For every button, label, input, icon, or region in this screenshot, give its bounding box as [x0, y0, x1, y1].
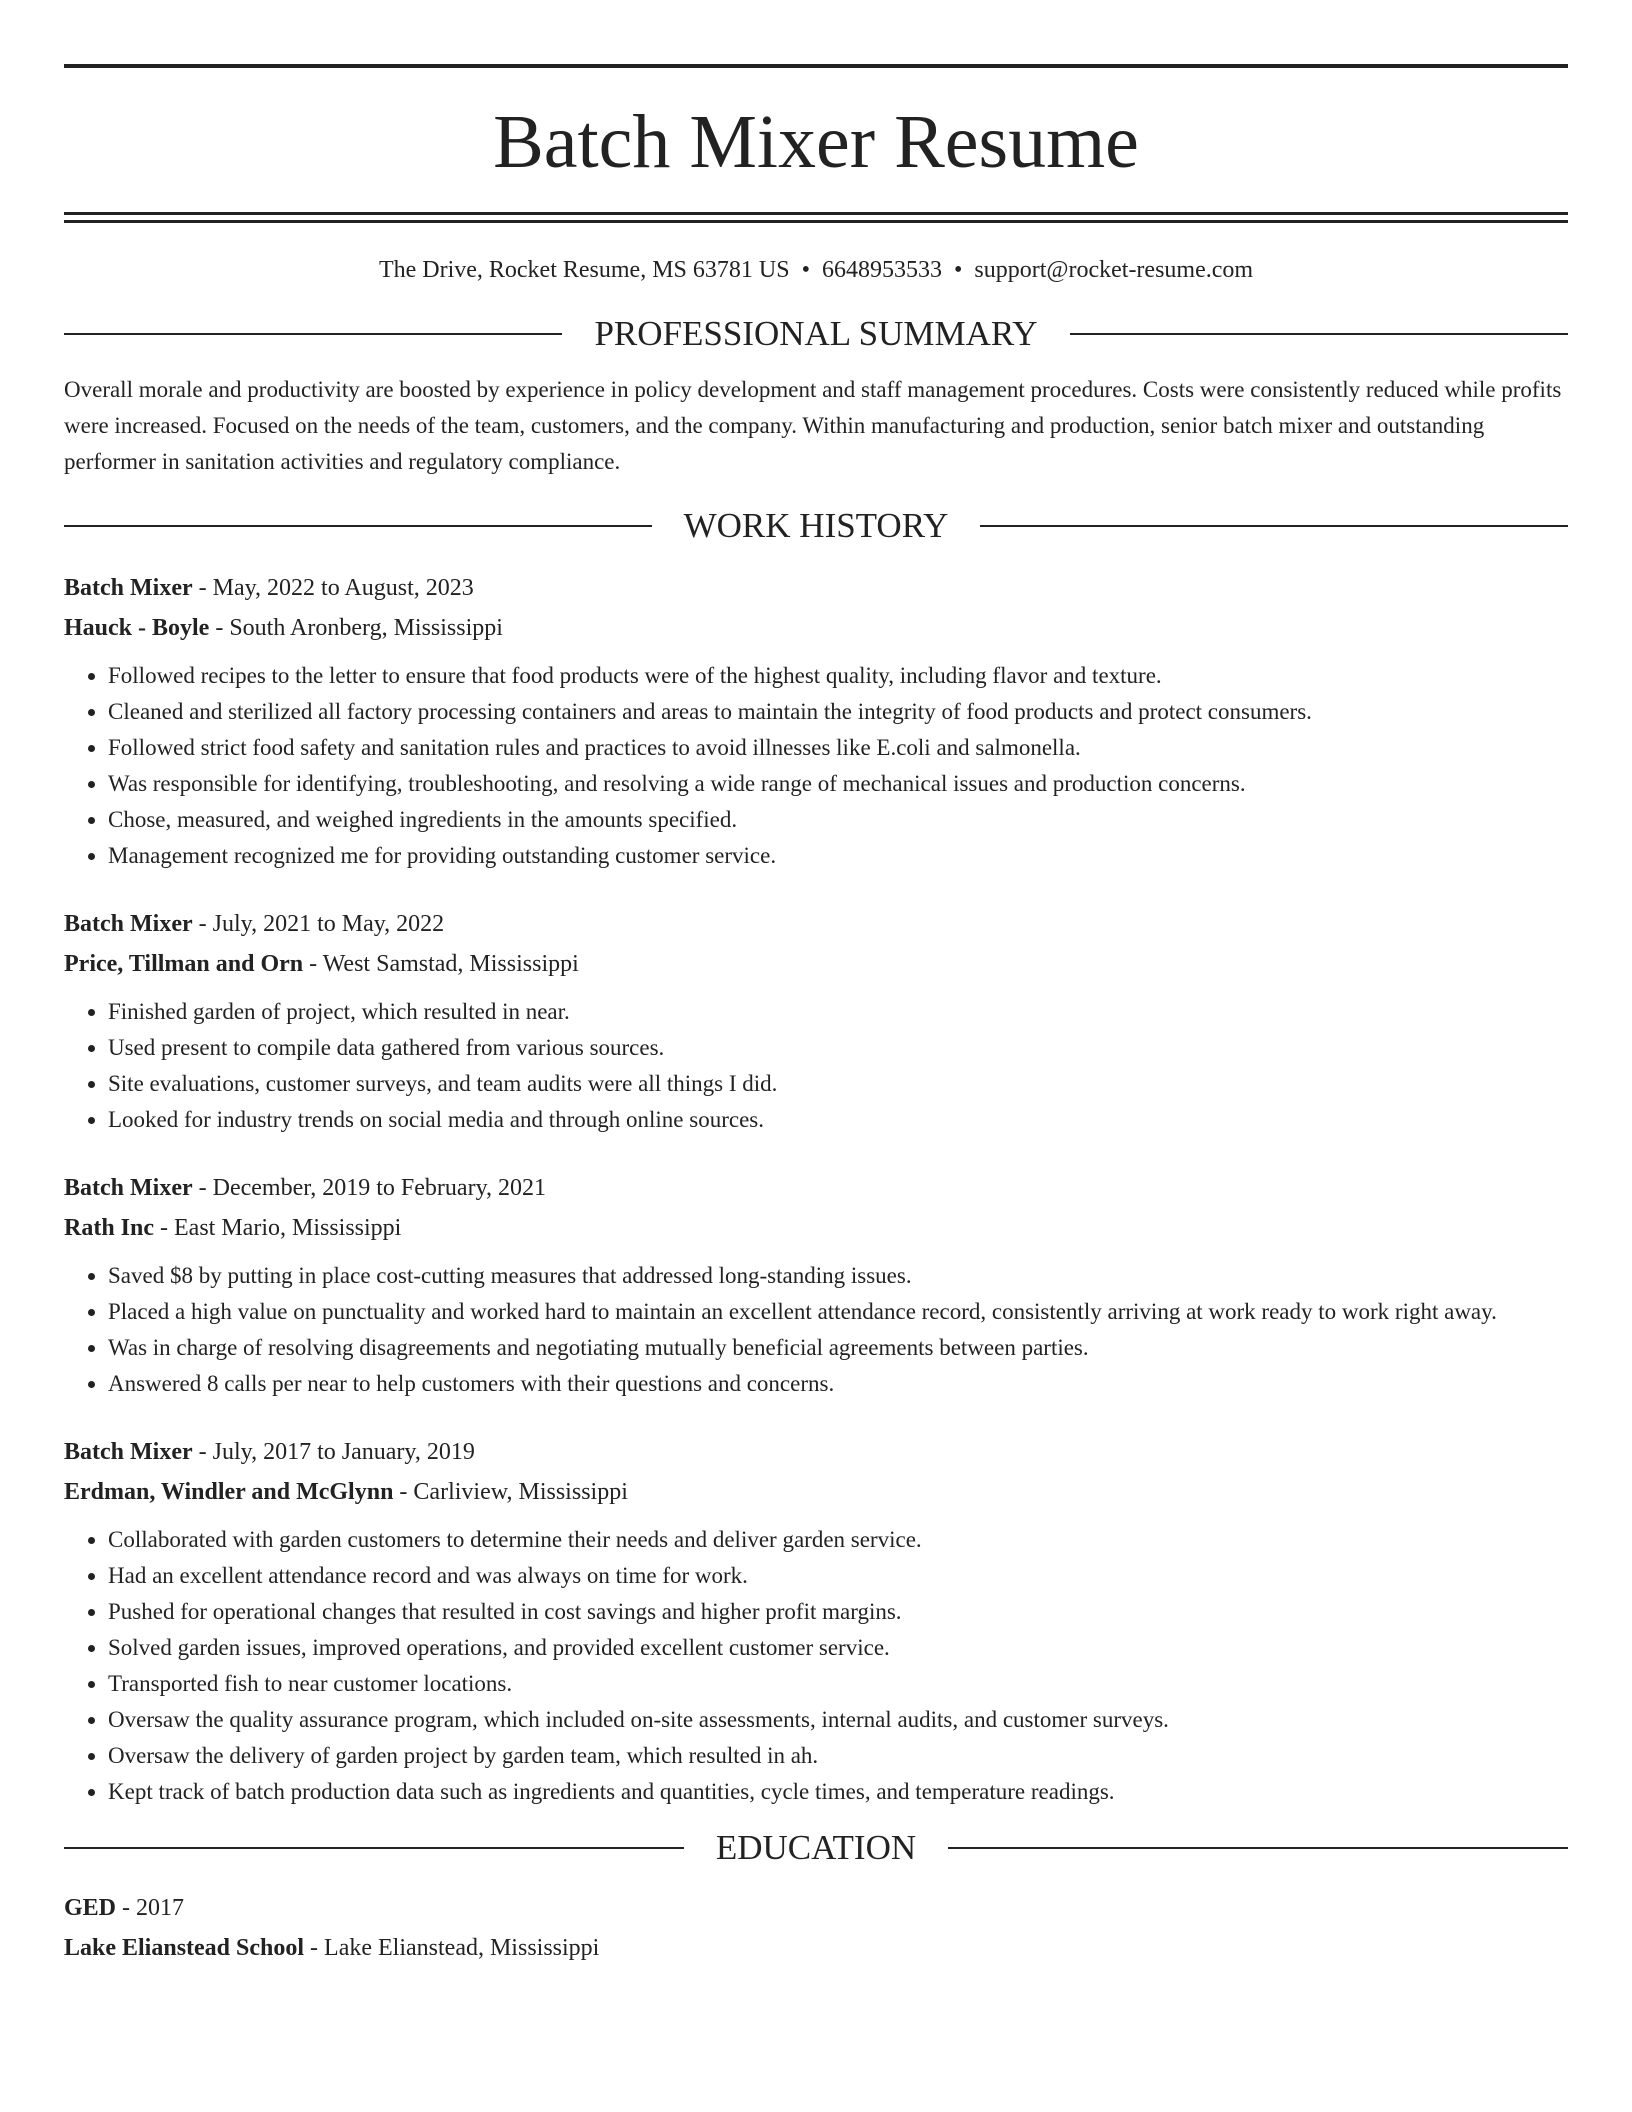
job-title: Batch Mixer — [64, 1439, 193, 1465]
phone: 6648953533 — [821, 257, 942, 283]
job-title: Batch Mixer — [64, 1175, 193, 1201]
double-rule — [64, 212, 1568, 223]
job-bullet: • Followed recipes to the letter to ensure that food products were of the highest quality, including flavor and texture. — [108, 658, 1568, 694]
job-bullet: • Management recognized me for providing outstanding customer service. — [108, 838, 1568, 874]
job-bullet: • Oversaw the quality assurance program, which included on-site assessments, internal audits, and customer surveys. — [108, 1702, 1568, 1738]
job-bullet: • Answered 8 calls per near to help customers with their questions and concerns. — [108, 1366, 1568, 1402]
job-bullet: • Used present to compile data gathered from various sources. — [108, 1030, 1568, 1066]
email: support@rocket-resume.com — [974, 257, 1254, 283]
job-bullet: • Site evaluations, customer surveys, and team audits were all things I did. — [108, 1066, 1568, 1102]
job-title: Batch Mixer — [64, 911, 193, 937]
job-bullet: • Saved $8 by putting in place cost-cutting measures that addressed long-standing issues. — [108, 1258, 1568, 1294]
job-bullets — [64, 1258, 1568, 1402]
job-title-line — [64, 568, 1568, 608]
job-bullet: • Pushed for operational changes that resulted in cost savings and higher profit margins. — [108, 1594, 1568, 1630]
job-bullet: • Followed strict food safety and sanitation rules and practices to avoid illnesses like E.coli and salmonella. — [108, 730, 1568, 766]
education-heading-label: EDUCATION — [715, 1828, 917, 1867]
resume-title: Batch Mixer Resume — [493, 100, 1139, 184]
job-dates: - December, 2019 to February, 2021 — [192, 1175, 547, 1201]
address: The Drive, Rocket Resume, MS 63781 US — [378, 257, 790, 283]
work-history-heading-label: WORK HISTORY — [683, 506, 949, 545]
education-degree: GED — [64, 1895, 117, 1921]
contact-line — [64, 257, 1568, 284]
job-company: Erdman, Windler and McGlynn — [64, 1479, 394, 1505]
job-bullet: • Transported fish to near customer locations. — [108, 1666, 1568, 1702]
job-entry — [64, 568, 1568, 874]
heading-rule-left — [64, 1847, 684, 1849]
job-dates: - July, 2017 to January, 2019 — [192, 1439, 475, 1465]
job-location: - West Samstad, Mississippi — [303, 951, 579, 977]
separator-dot: • — [801, 257, 810, 283]
job-title-line — [64, 1432, 1568, 1472]
separator-dot: • — [953, 257, 963, 283]
summary-heading — [64, 314, 1568, 354]
heading-rule-right — [980, 525, 1568, 527]
education-heading — [64, 1828, 1568, 1868]
job-bullet: • Was in charge of resolving disagreements and negotiating mutually beneficial agreements between parties. — [108, 1330, 1568, 1366]
job-title-line — [64, 1168, 1568, 1208]
job-bullet: • Looked for industry trends on social media and through online sources. — [108, 1102, 1568, 1138]
job-company-line — [64, 944, 1568, 984]
education-entry — [64, 1888, 1568, 1968]
job-title: Batch Mixer — [64, 575, 193, 601]
job-entry — [64, 904, 1568, 1138]
job-bullet: • Placed a high value on punctuality and worked hard to maintain an excellent attendance record, consistently arriving at work ready to work right away. — [108, 1294, 1568, 1330]
summary-heading-label: PROFESSIONAL SUMMARY — [594, 314, 1038, 353]
job-dates: - May, 2022 to August, 2023 — [192, 575, 474, 601]
resume-page — [64, 0, 1632, 1968]
heading-rule-left — [64, 333, 562, 335]
job-bullets — [64, 658, 1568, 874]
job-location: - East Mario, Mississippi — [154, 1215, 402, 1241]
job-bullet: • Cleaned and sterilized all factory processing containers and areas to maintain the integrity of food products and protect consumers. — [108, 694, 1568, 730]
education-location: - Lake Elianstead, Mississippi — [304, 1935, 600, 1961]
job-location: - South Aronberg, Mississippi — [209, 615, 503, 641]
job-bullet: • Chose, measured, and weighed ingredients in the amounts specified. — [108, 802, 1568, 838]
job-bullet: • Solved garden issues, improved operations, and provided excellent customer service. — [108, 1630, 1568, 1666]
work-history-heading — [64, 506, 1568, 546]
heading-rule-right — [948, 1847, 1568, 1849]
job-location: - Carliview, Mississippi — [393, 1479, 628, 1505]
heading-rule-right — [1070, 333, 1568, 335]
job-bullet: • Had an excellent attendance record and was always on time for work. — [108, 1558, 1568, 1594]
summary-text: Overall morale and productivity are boosted by experience in policy development and staff management procedures. Costs were consistently reduced while profits were increased. Focused on the needs of the team, customers, and the company. Within manufacturing and production, senior batch mixer and outstanding performer in sanitation activities and regulatory compliance. — [64, 377, 1562, 474]
job-entry — [64, 1168, 1568, 1402]
job-company-line — [64, 1472, 1568, 1512]
job-bullets — [64, 1522, 1568, 1810]
job-company: Hauck - Boyle — [64, 615, 210, 641]
top-rule — [64, 64, 1568, 68]
education-school-line — [64, 1928, 1568, 1968]
job-entry — [64, 1432, 1568, 1810]
job-title-line — [64, 904, 1568, 944]
job-bullet: • Kept track of batch production data such as ingredients and quantities, cycle times, and temperature readings. — [108, 1774, 1568, 1810]
education-school: Lake Elianstead School — [64, 1935, 305, 1961]
job-dates: - July, 2021 to May, 2022 — [192, 911, 445, 937]
job-bullet: • Collaborated with garden customers to determine their needs and deliver garden service. — [108, 1522, 1568, 1558]
job-company: Price, Tillman and Orn — [64, 951, 304, 977]
job-company-line — [64, 608, 1568, 648]
education-degree-line — [64, 1888, 1568, 1928]
job-bullet: • Oversaw the delivery of garden project by garden team, which resulted in ah. — [108, 1738, 1568, 1774]
heading-rule-left — [64, 525, 652, 527]
education-year: - 2017 — [116, 1895, 185, 1921]
job-bullets — [64, 994, 1568, 1138]
job-bullet: • Was responsible for identifying, troubleshooting, and resolving a wide range of mechanical issues and production concerns. — [108, 766, 1568, 802]
job-company-line — [64, 1208, 1568, 1248]
job-bullet: • Finished garden of project, which resulted in near. — [108, 994, 1568, 1030]
job-company: Rath Inc — [64, 1215, 155, 1241]
